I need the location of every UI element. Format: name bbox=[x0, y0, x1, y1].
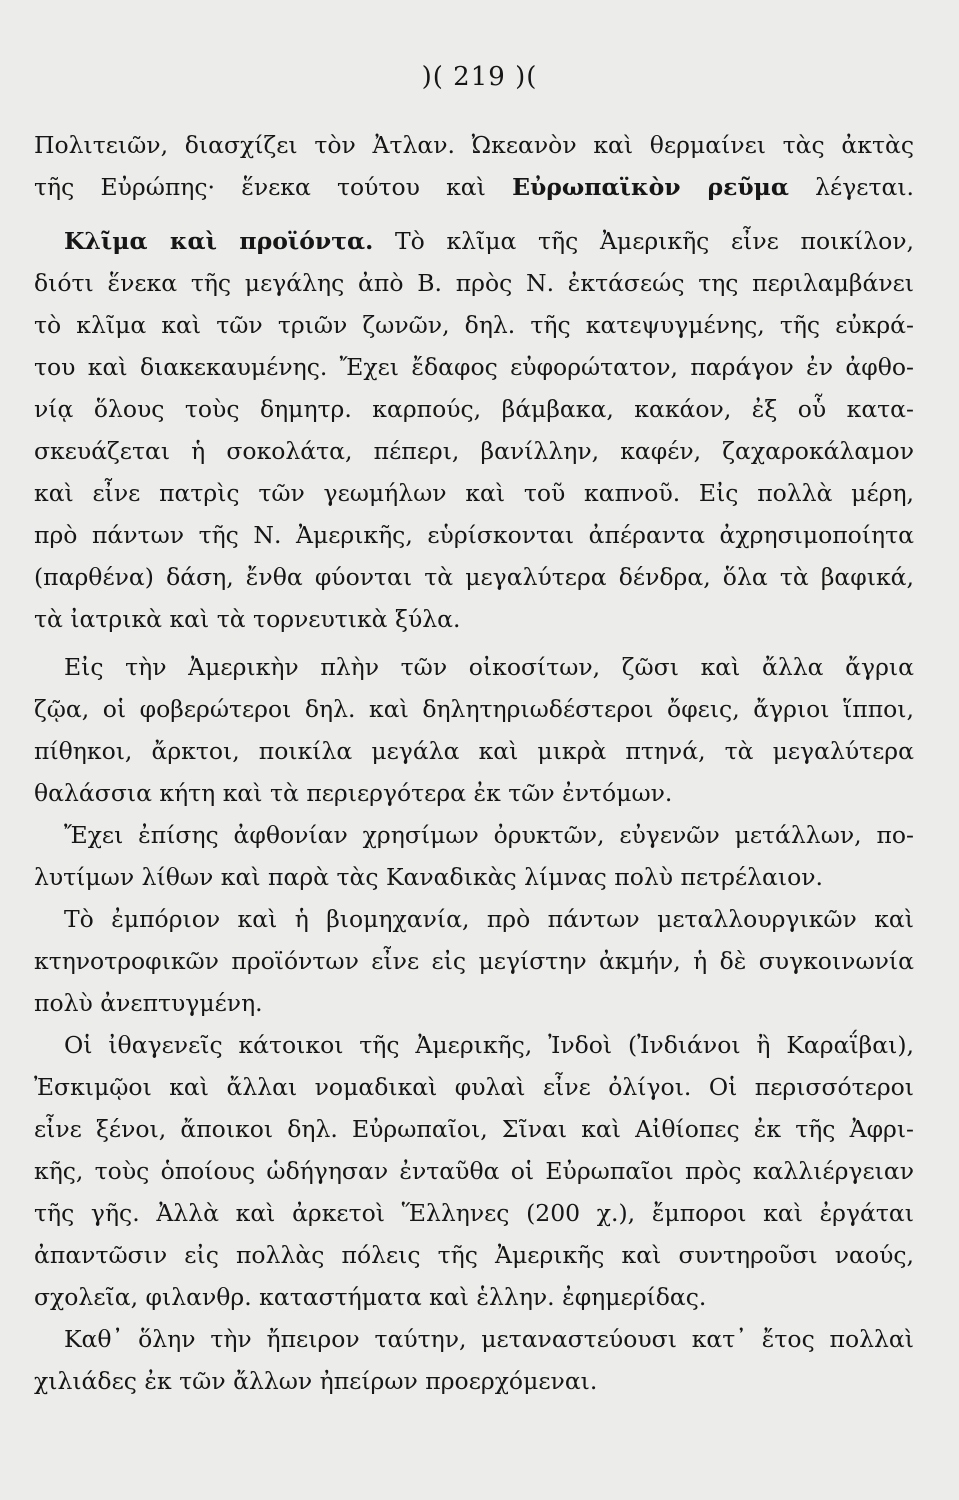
bold-term: Εὐρωπαϊκὸν ρεῦμα bbox=[512, 173, 789, 201]
section-heading-line bbox=[34, 220, 914, 262]
text-line: Ἔχει ἐπίσης ἀφθονίαν χρησίμων ὀρυκτῶν, εὐγενῶν μετάλλων, πο- bbox=[64, 821, 914, 849]
text-line: του καὶ διακεκαυμένης. Ἔχει ἔδαφος εὐφορώτατον, παράγον ἐν ἀφθο- bbox=[34, 353, 914, 381]
text-span: τῆς Εὐρώπης· ἕνεκα τούτου καὶ bbox=[34, 173, 513, 201]
text-line: (παρθένα) δάση, ἔνθα φύονται τὰ μεγαλύτερα δένδρα, ὅλα τὰ βαφικά, bbox=[34, 563, 914, 591]
text-line: Καθ᾿ ὅλην τὴν ἤπειρον ταύτην, μεταναστεύουσι κατ᾿ ἔτος πολλαὶ bbox=[64, 1325, 914, 1353]
text-line: θαλάσσια κήτη καὶ τὰ περιεργότερα ἐκ τῶν ἐντόμων. bbox=[34, 779, 673, 807]
text-line: καὶ εἶνε πατρὶς τῶν γεωμήλων καὶ τοῦ καπνοῦ. Εἰς πολλὰ μέρη, bbox=[34, 479, 914, 507]
text-span: λέγεται. bbox=[788, 173, 914, 201]
text-line: πίθηκοι, ἄρκτοι, ποικίλα μεγάλα καὶ μικρὰ πτηνά, τὰ μεγαλύτερα bbox=[34, 737, 914, 765]
text-line: τὰ ἰατρικὰ καὶ τὰ τορνευτικὰ ξύλα. bbox=[34, 605, 461, 633]
text-span: Τὸ κλῖμα τῆς Ἀμερικῆς εἶνε ποικίλον, bbox=[373, 227, 914, 255]
text-line: νίᾳ ὅλους τοὺς δημητρ. καρπούς, βάμβακα, κακάον, ἐξ οὗ κατα- bbox=[34, 395, 914, 423]
text-line: διότι ἕνεκα τῆς μεγάλης ἀπὸ Β. πρὸς Ν. ἐκτάσεώς της περιλαμβάνει bbox=[34, 269, 914, 297]
text-line: λυτίμων λίθων καὶ παρὰ τὰς Καναδικὰς λίμνας πολὺ πετρέλαιον. bbox=[34, 863, 824, 891]
text-line: κῆς, τοὺς ὁποίους ὡδήγησαν ἐνταῦθα οἱ Εὐρωπαῖοι πρὸς καλλιέργειαν bbox=[34, 1157, 914, 1185]
text-line: πρὸ πάντων τῆς Ν. Ἀμερικῆς, εὑρίσκονται ἀπέραντα ἀχρησιμοποίητα bbox=[34, 521, 914, 549]
text-line: τῆς γῆς. Ἀλλὰ καὶ ἀρκετοὶ Ἕλληνες (200 χ.), ἔμποροι καὶ ἐργάται bbox=[34, 1199, 914, 1227]
text-line: Τὸ ἐμπόριον καὶ ἡ βιομηχανία, πρὸ πάντων μεταλλουργικῶν καὶ bbox=[64, 905, 914, 933]
text-line: κτηνοτροφικῶν προϊόντων εἶνε εἰς μεγίστην ἀκμήν, ἡ δὲ συγκοινωνία bbox=[34, 947, 914, 975]
text-line: Πολιτειῶν, διασχίζει τὸν Ἀτλαν. Ὠκεανὸν καὶ θερμαίνει τὰς ἀκτὰς bbox=[34, 131, 914, 159]
text-line: εἶνε ξένοι, ἄποικοι δηλ. Εὐρωπαῖοι, Σῖναι καὶ Αἰθίοπες ἐκ τῆς Ἀφρι- bbox=[34, 1115, 914, 1143]
text-line: χιλιάδες ἐκ τῶν ἄλλων ἠπείρων προερχόμεναι. bbox=[34, 1367, 598, 1395]
section-heading: Κλῖμα καὶ προϊόντα. bbox=[64, 227, 374, 255]
text-line: Εἰς τὴν Ἀμερικὴν πλὴν τῶν οἰκοσίτων, ζῶσι καὶ ἄλλα ἄγρια bbox=[64, 653, 914, 681]
text-line: σκευάζεται ἡ σοκολάτα, πέπερι, βανίλλην, καφέν, ζαχαροκάλαμον bbox=[34, 437, 914, 465]
text-line: σχολεῖα, φιλανθρ. καταστήματα καὶ ἑλλην. ἐφημερίδας. bbox=[34, 1283, 707, 1311]
text-line: πολὺ ἀνεπτυγμένη. bbox=[34, 989, 263, 1017]
page-number: )( 219 )( bbox=[421, 62, 538, 92]
text-line: τὸ κλῖμα καὶ τῶν τριῶν ζωνῶν, δηλ. τῆς κατεψυγμένης, τῆς εὐκρά- bbox=[34, 311, 914, 339]
text-line: Ἐσκιμῷοι καὶ ἄλλαι νομαδικαὶ φυλαὶ εἶνε ὀλίγοι. Οἱ περισσότεροι bbox=[34, 1073, 914, 1101]
body-text bbox=[34, 124, 914, 1402]
text-line bbox=[34, 166, 914, 208]
text-line: ζῷα, οἱ φοβερώτεροι δηλ. καὶ δηλητηριωδέστεροι ὄφεις, ἄγριοι ἵπποι, bbox=[34, 695, 914, 723]
text-line: ἀπαντῶσιν εἰς πολλὰς πόλεις τῆς Ἀμερικῆς καὶ συντηροῦσι ναούς, bbox=[34, 1241, 914, 1269]
text-line: Οἱ ἰθαγενεῖς κάτοικοι τῆς Ἀμερικῆς, Ἰνδοὶ (Ἰνδιάνοι ἢ Καραΐβαι), bbox=[64, 1031, 914, 1059]
